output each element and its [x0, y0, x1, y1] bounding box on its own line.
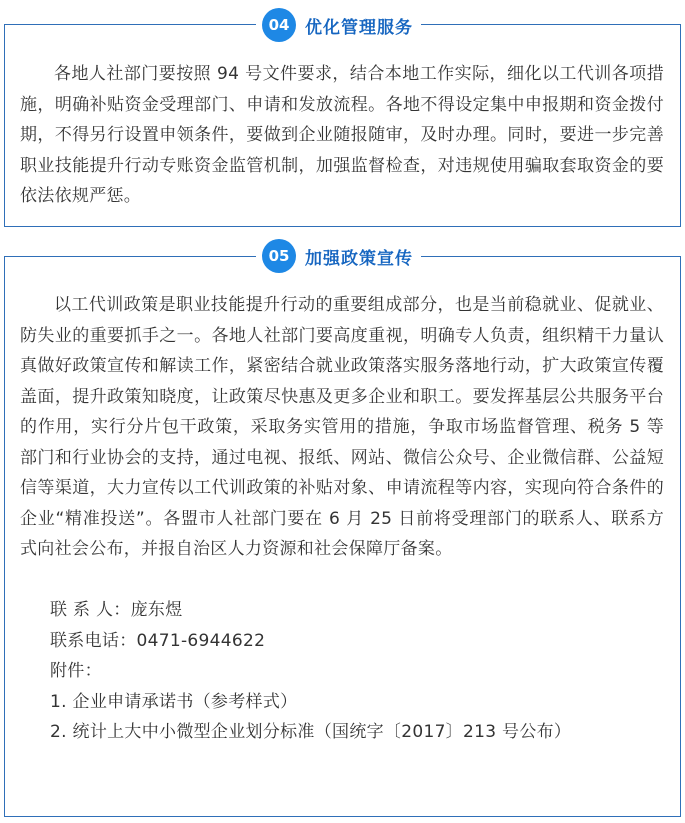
section-header-04 [256, 5, 421, 45]
contact-phone: 联系电话：0471-6944622 [50, 630, 266, 651]
contact-person: 联 系 人：庞东煜 [50, 600, 183, 620]
section-number-badge: 05 [262, 239, 296, 273]
section-paragraph: 以工代训政策是职业技能提升行动的重要组成部分，也是当前稳就业、促就业、防失业的重要抓手之一。各地人社部门要高度重视，明确专人负责，组织精干力量认真做好政策宣传和解读工作，紧密结合就业政策落实服务落地行动，扩大政策宣传覆盖面，提升政策知晓度，让政策尽快惠及更多企业和职工。要发挥基层公共服务平台的作用，实行分片包干政策，采取务实管用的措施，争取市场监督管理、税务 5 等部门和行业协会的支持，通过电视、报纸、网站、微信公众号、企业微信群、公益短信等渠道，大力宣传以工代训政策的补贴对象、申请流程等内容，实现向符合条件的企业“精准投送”。各盟市人社部门要在 6 月 25 日前将受理部门的联系人、联系方式向社会公布，并报自治区人力资源和社会保障厅备案。 [20, 295, 664, 559]
attachment-item: 1. 企业申请承诺书（参考样式） [50, 691, 298, 712]
section-title: 加强政策宣传 [305, 248, 413, 269]
attachments-label: 附件： [50, 661, 102, 681]
section-paragraph: 各地人社部门要按照 94 号文件要求，结合本地工作实际，细化以工代训各项措施，明确补贴资金受理部门、申请和发放流程。各地不得设定集中申报期和资金拨付期，不得另行设置申领条件，要做到企业随报随审，及时办理。同时，要进一步完善职业技能提升行动专账资金监管机制，加强监督检查，对违规使用骗取套取资金的要依法依规严惩。 [20, 64, 664, 206]
section-number-badge: 04 [262, 8, 296, 42]
attachment-item: 2. 统计上大中小微型企业划分标准（国统字〔2017〕213 号公布） [50, 722, 572, 742]
section-title: 优化管理服务 [305, 17, 413, 38]
section-header-05 [256, 236, 421, 276]
